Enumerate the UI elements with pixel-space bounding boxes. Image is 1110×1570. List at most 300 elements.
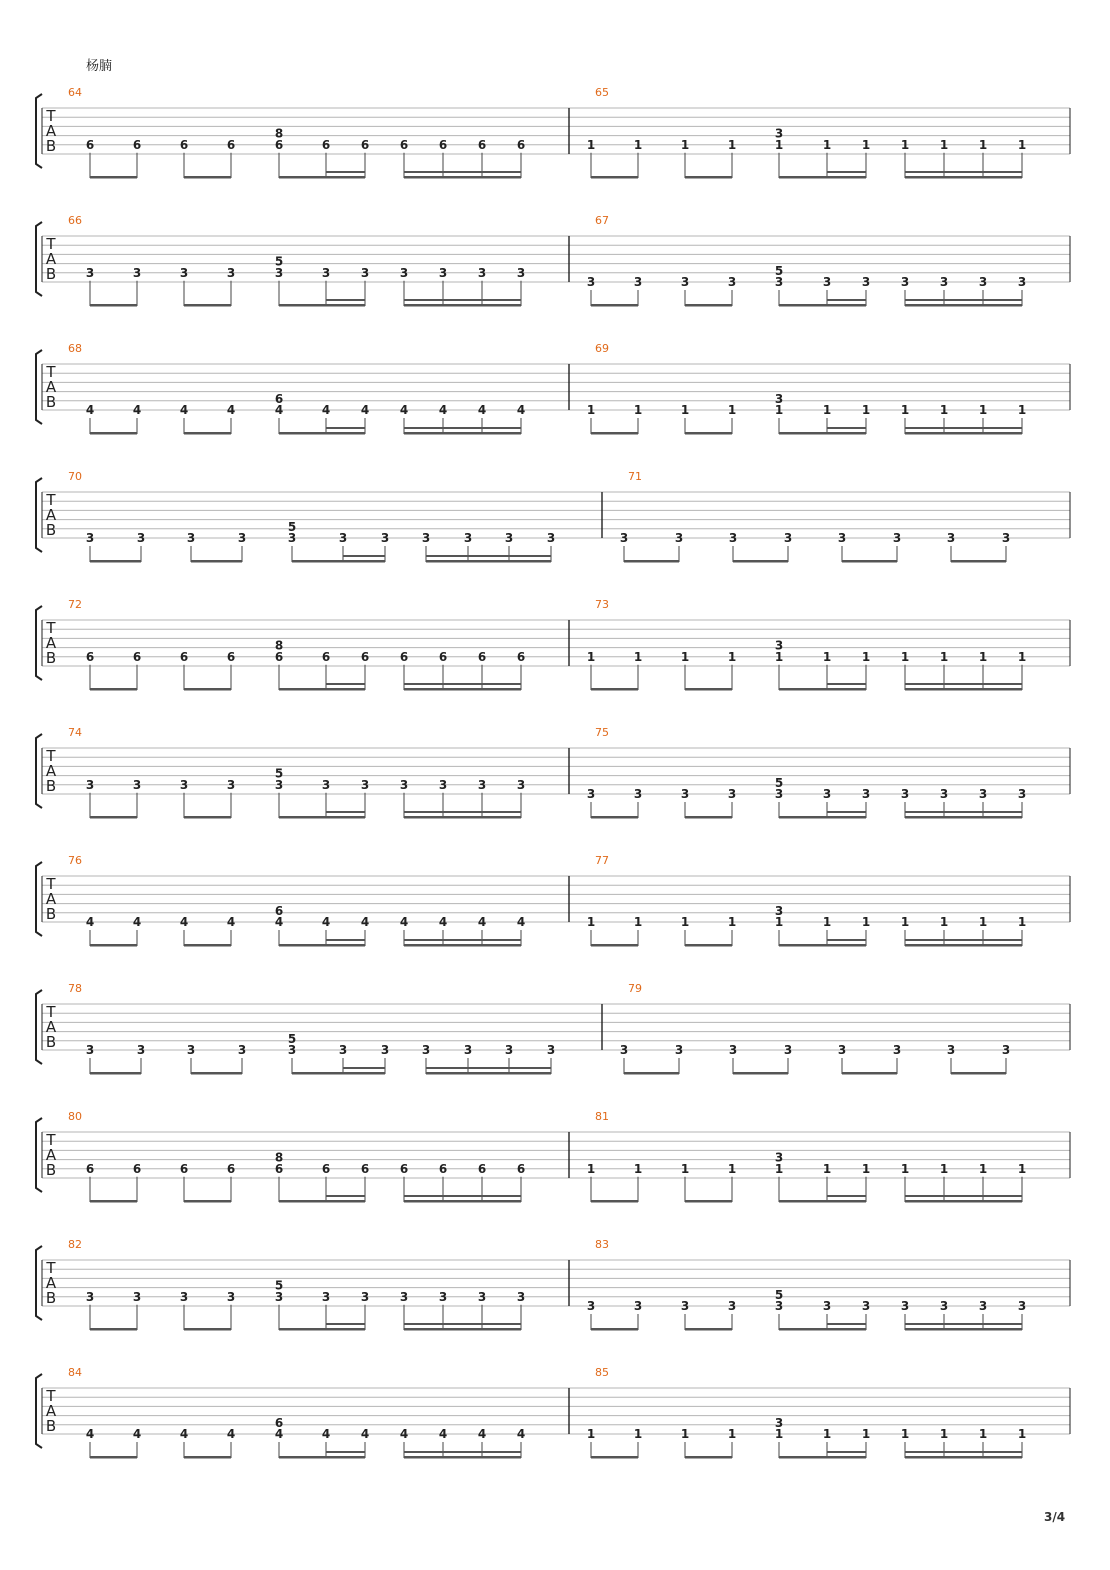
beam-secondary — [827, 427, 866, 429]
fret-number: 1 — [586, 137, 596, 152]
beam — [90, 816, 137, 819]
tab-clef-letter: T — [46, 1387, 56, 1405]
beam — [685, 816, 732, 819]
fret-number: 3 — [360, 1289, 370, 1304]
fret-number-high: 3 — [774, 391, 784, 406]
fret-number: 3 — [136, 531, 146, 545]
fret-number: 1 — [939, 915, 949, 929]
fret-number-high: 3 — [774, 903, 784, 918]
tab-system — [36, 1238, 1070, 1331]
fret-number: 1 — [586, 1427, 596, 1441]
beam — [591, 816, 638, 819]
fret-number: 1 — [727, 915, 737, 929]
beam — [842, 560, 897, 563]
measure — [587, 1366, 1026, 1459]
fret-number: 3 — [783, 531, 793, 545]
beam-secondary — [404, 171, 521, 173]
fret-number: 3 — [674, 531, 684, 545]
fret-number: 3 — [774, 787, 784, 801]
beam — [279, 688, 365, 691]
tab-clef-letter: B — [45, 521, 57, 539]
beam-secondary — [905, 299, 1022, 301]
beam — [184, 432, 231, 435]
fret-number: 6 — [179, 649, 189, 664]
fret-number: 3 — [504, 531, 514, 545]
fret-number: 4 — [477, 915, 487, 929]
beam-secondary — [905, 939, 1022, 941]
beam — [279, 176, 365, 179]
tab-system — [36, 854, 1070, 947]
beam — [685, 304, 732, 307]
fret-number: 3 — [728, 531, 738, 545]
fret-number: 3 — [136, 1043, 146, 1057]
beam-secondary — [326, 1323, 365, 1325]
measure — [68, 470, 602, 563]
fret-number-high: 5 — [274, 254, 284, 269]
beam — [905, 1200, 1022, 1203]
fret-number: 1 — [822, 1427, 832, 1441]
beam-secondary — [326, 299, 365, 301]
fret-number: 1 — [633, 915, 643, 929]
fret-number-high: 3 — [774, 638, 784, 653]
fret-number: 1 — [861, 137, 871, 152]
beam — [779, 1456, 866, 1459]
fret-number: 3 — [338, 1043, 348, 1057]
fret-number: 3 — [399, 265, 409, 280]
fret-number: 4 — [132, 403, 142, 417]
fret-number: 3 — [477, 777, 487, 792]
measure — [68, 214, 569, 307]
fret-number: 1 — [633, 1427, 643, 1441]
beam — [779, 1328, 866, 1331]
fret-number: 4 — [179, 1427, 189, 1441]
fret-number: 6 — [477, 1161, 487, 1176]
fret-number: 6 — [85, 137, 95, 152]
beam — [279, 1200, 365, 1203]
fret-number: 3 — [978, 1299, 988, 1313]
fret-number: 3 — [939, 1299, 949, 1313]
fret-number: 3 — [1001, 1043, 1011, 1057]
fret-number: 3 — [274, 1289, 284, 1304]
fret-number: 1 — [586, 915, 596, 929]
fret-number: 1 — [774, 137, 784, 152]
tab-system — [36, 726, 1070, 819]
fret-number-high: 6 — [274, 1415, 284, 1430]
author-name: 杨腩 — [86, 59, 113, 74]
fret-number: 6 — [321, 649, 331, 664]
beam — [685, 1200, 732, 1203]
fret-number: 6 — [274, 649, 284, 664]
fret-number: 3 — [438, 777, 448, 792]
fret-number: 4 — [274, 403, 284, 417]
beam — [184, 1200, 231, 1203]
fret-number: 3 — [822, 275, 832, 289]
system-bracket — [36, 350, 42, 424]
beam — [184, 688, 231, 691]
tab-clef-letter: A — [45, 634, 57, 652]
fret-number: 3 — [978, 787, 988, 801]
beam — [90, 688, 137, 691]
fret-number: 1 — [861, 1161, 871, 1176]
measure-number: 69 — [595, 342, 609, 355]
fret-number: 3 — [900, 787, 910, 801]
beam — [685, 688, 732, 691]
fret-number: 6 — [226, 137, 236, 152]
tab-clef-letter: A — [45, 1146, 57, 1164]
fret-number: 4 — [85, 915, 95, 929]
beam — [779, 304, 866, 307]
tab-clef-letter: T — [46, 619, 56, 637]
beam — [279, 1328, 365, 1331]
beam — [90, 1456, 137, 1459]
fret-number: 3 — [321, 265, 331, 280]
fret-number: 1 — [978, 915, 988, 929]
measure-number: 82 — [68, 1238, 82, 1251]
fret-number: 1 — [978, 1427, 988, 1441]
fret-number: 4 — [399, 403, 409, 417]
beam — [779, 432, 866, 435]
fret-number-high: 6 — [274, 903, 284, 918]
fret-number: 3 — [680, 275, 690, 289]
measure-number: 65 — [595, 86, 609, 99]
fret-number: 1 — [900, 1161, 910, 1176]
system-bracket — [36, 862, 42, 936]
measure — [620, 470, 1010, 563]
beam-secondary — [343, 555, 385, 557]
tab-clef-letter: T — [46, 1131, 56, 1149]
beam — [292, 1072, 385, 1075]
fret-number: 1 — [900, 1427, 910, 1441]
beam — [779, 1200, 866, 1203]
beam — [624, 560, 679, 563]
beam — [279, 432, 365, 435]
fret-number: 3 — [586, 275, 596, 289]
beam — [779, 176, 866, 179]
fret-number: 1 — [727, 403, 737, 417]
fret-number: 3 — [822, 787, 832, 801]
fret-number: 6 — [399, 649, 409, 664]
tab-system — [36, 86, 1070, 179]
tab-clef-letter: B — [45, 1417, 57, 1435]
tab-clef-letter: T — [46, 875, 56, 893]
beam-secondary — [827, 171, 866, 173]
fret-number: 3 — [861, 1299, 871, 1313]
beam — [184, 944, 231, 947]
fret-number: 6 — [477, 137, 487, 152]
beam — [842, 1072, 897, 1075]
fret-number: 3 — [132, 265, 142, 280]
fret-number: 1 — [633, 1161, 643, 1176]
tab-clef-letter: T — [46, 107, 56, 125]
fret-number: 6 — [360, 137, 370, 152]
tab-clef-letter: T — [46, 491, 56, 509]
fret-number: 6 — [226, 1161, 236, 1176]
fret-number: 3 — [399, 777, 409, 792]
fret-number: 3 — [179, 265, 189, 280]
fret-number: 1 — [1017, 137, 1027, 152]
tab-system — [36, 342, 1070, 435]
fret-number: 1 — [939, 1427, 949, 1441]
tab-clef-letter: A — [45, 378, 57, 396]
tab-clef-letter: B — [45, 905, 57, 923]
fret-number: 3 — [85, 1289, 95, 1304]
beam — [905, 944, 1022, 947]
system-bracket — [36, 478, 42, 552]
fret-number: 6 — [179, 137, 189, 152]
fret-number: 1 — [861, 915, 871, 929]
measure — [68, 86, 569, 179]
page-number: 3/4 — [1044, 1510, 1066, 1524]
measure — [587, 854, 1026, 947]
fret-number: 3 — [186, 1043, 196, 1057]
tab-clef-letter: T — [46, 747, 56, 765]
fret-number-high: 3 — [774, 1150, 784, 1165]
beam — [591, 1200, 638, 1203]
fret-number: 3 — [85, 777, 95, 792]
beam — [90, 944, 137, 947]
beam — [426, 1072, 551, 1075]
fret-number: 3 — [179, 777, 189, 792]
fret-number: 3 — [861, 275, 871, 289]
fret-number: 3 — [546, 1043, 556, 1057]
fret-number: 3 — [900, 275, 910, 289]
fret-number: 1 — [1017, 649, 1027, 664]
fret-number: 3 — [360, 777, 370, 792]
tab-clef-letter: B — [45, 137, 57, 155]
fret-number: 3 — [380, 531, 390, 545]
measure — [68, 1238, 569, 1331]
fret-number: 3 — [477, 1289, 487, 1304]
fret-number: 1 — [861, 403, 871, 417]
measure-number: 68 — [68, 342, 82, 355]
beam — [404, 1456, 521, 1459]
fret-number: 1 — [1017, 403, 1027, 417]
tab-clef-letter: T — [46, 1259, 56, 1277]
fret-number: 3 — [978, 275, 988, 289]
fret-number-high: 8 — [274, 126, 284, 141]
fret-number: 3 — [421, 1043, 431, 1057]
beam — [591, 1456, 638, 1459]
beam — [905, 176, 1022, 179]
fret-number: 3 — [237, 531, 247, 545]
beam-secondary — [827, 1195, 866, 1197]
fret-number: 3 — [680, 1299, 690, 1313]
beam — [685, 944, 732, 947]
fret-number: 1 — [822, 649, 832, 664]
fret-number: 6 — [85, 1161, 95, 1176]
fret-number: 1 — [978, 649, 988, 664]
beam-secondary — [905, 1323, 1022, 1325]
tab-clef-letter: B — [45, 1033, 57, 1051]
beam — [685, 1456, 732, 1459]
fret-number: 4 — [132, 1427, 142, 1441]
measure — [587, 598, 1026, 691]
fret-number: 6 — [360, 649, 370, 664]
fret-number: 3 — [727, 1299, 737, 1313]
fret-number: 1 — [822, 1161, 832, 1176]
beam-secondary — [404, 811, 521, 813]
fret-number: 1 — [680, 1161, 690, 1176]
fret-number-high: 3 — [774, 126, 784, 141]
fret-number: 3 — [237, 1043, 247, 1057]
fret-number: 1 — [633, 649, 643, 664]
fret-number-high: 5 — [274, 1278, 284, 1293]
fret-number: 1 — [822, 403, 832, 417]
beam — [905, 304, 1022, 307]
fret-number: 4 — [516, 403, 526, 417]
fret-number: 1 — [861, 649, 871, 664]
measure — [587, 726, 1026, 819]
beam-secondary — [404, 683, 521, 685]
fret-number: 3 — [633, 275, 643, 289]
beam-secondary — [827, 683, 866, 685]
fret-number: 3 — [727, 275, 737, 289]
fret-number: 4 — [360, 915, 370, 929]
fret-number: 3 — [546, 531, 556, 545]
fret-number: 1 — [939, 137, 949, 152]
fret-number: 6 — [516, 137, 526, 152]
measure — [68, 982, 602, 1075]
fret-number: 3 — [939, 787, 949, 801]
fret-number: 1 — [939, 1161, 949, 1176]
tab-clef-letter: T — [46, 235, 56, 253]
fret-number: 3 — [321, 777, 331, 792]
fret-number-high: 5 — [774, 775, 784, 790]
fret-number: 3 — [132, 777, 142, 792]
fret-number: 4 — [516, 915, 526, 929]
tab-clef-letter: B — [45, 1289, 57, 1307]
fret-number: 3 — [633, 787, 643, 801]
fret-number-high: 5 — [287, 1031, 297, 1046]
fret-number: 3 — [477, 265, 487, 280]
fret-number: 3 — [633, 1299, 643, 1313]
fret-number: 1 — [727, 1161, 737, 1176]
measure-number: 67 — [595, 214, 609, 227]
fret-number: 4 — [274, 915, 284, 929]
fret-number: 4 — [321, 915, 331, 929]
system-bracket — [36, 606, 42, 680]
fret-number: 1 — [1017, 1427, 1027, 1441]
tab-clef-letter: A — [45, 1018, 57, 1036]
beam — [733, 560, 788, 563]
fret-number: 3 — [516, 1289, 526, 1304]
beam-secondary — [827, 811, 866, 813]
beam — [292, 560, 385, 563]
fret-number: 6 — [85, 649, 95, 664]
fret-number: 4 — [85, 403, 95, 417]
fret-number: 4 — [321, 1427, 331, 1441]
beam — [426, 560, 551, 563]
tab-clef-letter: A — [45, 122, 57, 140]
fret-number: 3 — [900, 1299, 910, 1313]
beam — [279, 304, 365, 307]
beam-secondary — [827, 1451, 866, 1453]
fret-number: 3 — [892, 1043, 902, 1057]
system-bracket — [36, 1374, 42, 1448]
fret-number: 3 — [360, 265, 370, 280]
beam-secondary — [326, 171, 365, 173]
fret-number: 1 — [774, 1427, 784, 1441]
beam — [404, 944, 521, 947]
fret-number: 1 — [774, 1161, 784, 1176]
fret-number: 6 — [226, 649, 236, 664]
fret-number: 3 — [837, 1043, 847, 1057]
beam — [90, 304, 137, 307]
fret-number: 3 — [939, 275, 949, 289]
beam-secondary — [326, 1195, 365, 1197]
fret-number: 3 — [680, 787, 690, 801]
beam — [591, 944, 638, 947]
measure-number: 76 — [68, 854, 82, 867]
system-bracket — [36, 990, 42, 1064]
beam — [905, 432, 1022, 435]
fret-number: 3 — [463, 531, 473, 545]
beam — [184, 304, 231, 307]
beam-secondary — [404, 1451, 521, 1453]
tab-clef-letter: A — [45, 506, 57, 524]
fret-number: 1 — [727, 1427, 737, 1441]
fret-number: 6 — [399, 137, 409, 152]
measure — [620, 982, 1010, 1075]
measure — [68, 854, 569, 947]
beam-secondary — [905, 811, 1022, 813]
beam — [404, 432, 521, 435]
fret-number: 3 — [774, 275, 784, 289]
beam — [90, 1328, 137, 1331]
beam — [184, 1456, 231, 1459]
fret-number: 4 — [179, 403, 189, 417]
fret-number: 3 — [586, 1299, 596, 1313]
fret-number: 1 — [633, 403, 643, 417]
fret-number: 3 — [438, 1289, 448, 1304]
beam — [951, 1072, 1006, 1075]
fret-number: 6 — [132, 649, 142, 664]
fret-number: 3 — [338, 531, 348, 545]
measure-number: 64 — [68, 86, 82, 99]
beam — [191, 560, 242, 563]
beam-secondary — [404, 1195, 521, 1197]
fret-number: 1 — [978, 1161, 988, 1176]
fret-number: 1 — [680, 915, 690, 929]
fret-number: 4 — [438, 1427, 448, 1441]
beam-secondary — [905, 427, 1022, 429]
beam — [404, 816, 521, 819]
fret-number: 6 — [274, 1161, 284, 1176]
beam — [591, 176, 638, 179]
tab-clef-letter: A — [45, 1274, 57, 1292]
fret-number: 3 — [861, 787, 871, 801]
fret-number: 4 — [179, 915, 189, 929]
fret-number: 6 — [438, 1161, 448, 1176]
beam-secondary — [404, 427, 521, 429]
beam — [184, 816, 231, 819]
system-bracket — [36, 1118, 42, 1192]
fret-number: 1 — [1017, 1161, 1027, 1176]
fret-number: 1 — [586, 649, 596, 664]
tab-clef-letter: A — [45, 762, 57, 780]
fret-number: 3 — [619, 531, 629, 545]
beam-secondary — [326, 683, 365, 685]
fret-number: 3 — [226, 265, 236, 280]
fret-number: 3 — [946, 1043, 956, 1057]
fret-number: 3 — [287, 1043, 297, 1057]
measure-number: 66 — [68, 214, 82, 227]
fret-number: 3 — [226, 1289, 236, 1304]
beam — [90, 560, 141, 563]
beam-secondary — [426, 555, 551, 557]
fret-number: 1 — [939, 403, 949, 417]
beam — [184, 1328, 231, 1331]
